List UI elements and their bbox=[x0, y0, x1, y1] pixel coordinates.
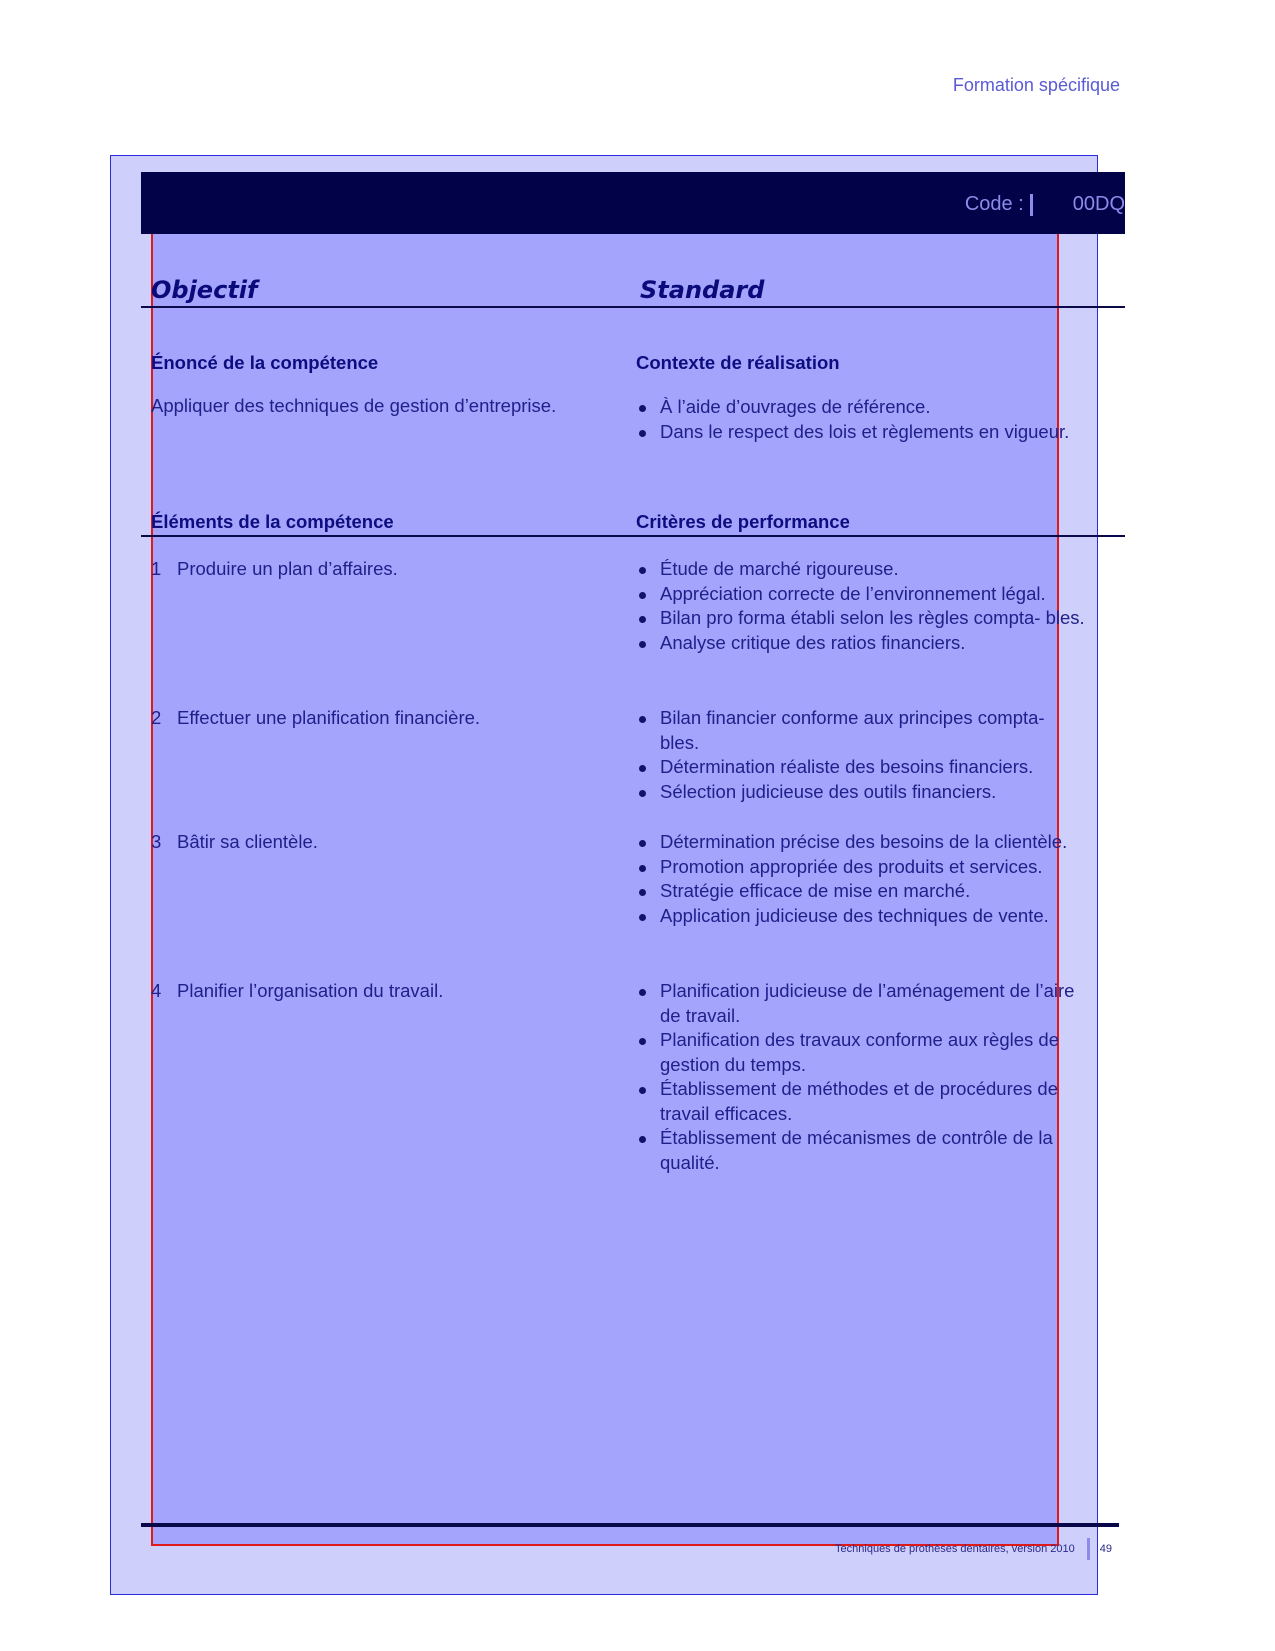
standard-heading: Standard bbox=[640, 276, 765, 304]
element-1 bbox=[151, 557, 398, 581]
element-3 bbox=[151, 830, 318, 854]
criteria-list-3 bbox=[638, 830, 1088, 928]
list-item: Application judicieuse des techniques de vente. bbox=[638, 904, 1088, 929]
running-header: Formation spécifique bbox=[952, 75, 1120, 95]
list-item: Planification judicieuse de l’aménagement de l’aire de travail. bbox=[638, 979, 1088, 1028]
list-item: Étude de marché rigoureuse. bbox=[638, 557, 1088, 582]
element-2 bbox=[151, 706, 480, 730]
section-rule-top bbox=[141, 306, 1125, 308]
code-value: 00DQ bbox=[1072, 193, 1125, 215]
element-4 bbox=[151, 979, 443, 1003]
page-number: 49 bbox=[1099, 1543, 1112, 1555]
criteria-list-4 bbox=[638, 979, 1088, 1175]
element-label: Effectuer une planification financière. bbox=[177, 707, 481, 728]
contexte-title: Contexte de réalisation bbox=[636, 352, 840, 373]
enonce-title: Énoncé de la compétence bbox=[151, 352, 379, 373]
element-number: 1 bbox=[151, 558, 162, 579]
page-footer bbox=[835, 1538, 1112, 1560]
section-rule-middle bbox=[141, 535, 1125, 537]
list-item: Bilan financier conforme aux principes compta- bles. bbox=[638, 706, 1088, 755]
contexte-list bbox=[638, 395, 1088, 444]
list-item: Bilan pro forma établi selon les règles compta- bles. bbox=[638, 606, 1088, 631]
footer-text: Techniques de prothèses dentaires, version 2010 bbox=[835, 1543, 1075, 1555]
code-label: Code : bbox=[964, 193, 1024, 215]
list-item: Promotion appropriée des produits et services. bbox=[638, 855, 1088, 880]
element-label: Produire un plan d’affaires. bbox=[177, 558, 398, 579]
footer-separator bbox=[1087, 1538, 1090, 1560]
element-number: 4 bbox=[151, 980, 162, 1001]
list-item: À l’aide d’ouvrages de référence. bbox=[638, 395, 1088, 420]
criteres-title: Critères de performance bbox=[636, 511, 850, 532]
list-item: Établissement de mécanismes de contrôle de la qualité. bbox=[638, 1126, 1088, 1175]
list-item: Établissement de méthodes et de procédures de travail efficaces. bbox=[638, 1077, 1088, 1126]
objectif-heading: Objectif bbox=[151, 276, 258, 304]
list-item: Dans le respect des lois et règlements en vigueur. bbox=[638, 420, 1088, 445]
list-item: Détermination réaliste des besoins financiers. bbox=[638, 755, 1088, 780]
enonce-text: Appliquer des techniques de gestion d’entreprise. bbox=[151, 395, 557, 416]
criteria-list-1 bbox=[638, 557, 1088, 655]
code-separator bbox=[1030, 194, 1033, 216]
element-number: 2 bbox=[151, 707, 162, 728]
list-item: Stratégie efficace de mise en marché. bbox=[638, 879, 1088, 904]
element-label: Bâtir sa clientèle. bbox=[177, 831, 318, 852]
list-item: Appréciation correcte de l’environnement légal. bbox=[638, 582, 1088, 607]
footer-rule bbox=[141, 1523, 1119, 1527]
element-label: Planifier l’organisation du travail. bbox=[177, 980, 444, 1001]
list-item: Détermination précise des besoins de la clientèle. bbox=[638, 830, 1088, 855]
list-item: Sélection judicieuse des outils financiers. bbox=[638, 780, 1088, 805]
list-item: Analyse critique des ratios financiers. bbox=[638, 631, 1088, 656]
element-number: 3 bbox=[151, 831, 162, 852]
competency-code bbox=[965, 193, 1125, 216]
elements-title: Éléments de la compétence bbox=[151, 511, 394, 532]
list-item: Planification des travaux conforme aux règles de gestion du temps. bbox=[638, 1028, 1088, 1077]
criteria-list-2 bbox=[638, 706, 1088, 804]
